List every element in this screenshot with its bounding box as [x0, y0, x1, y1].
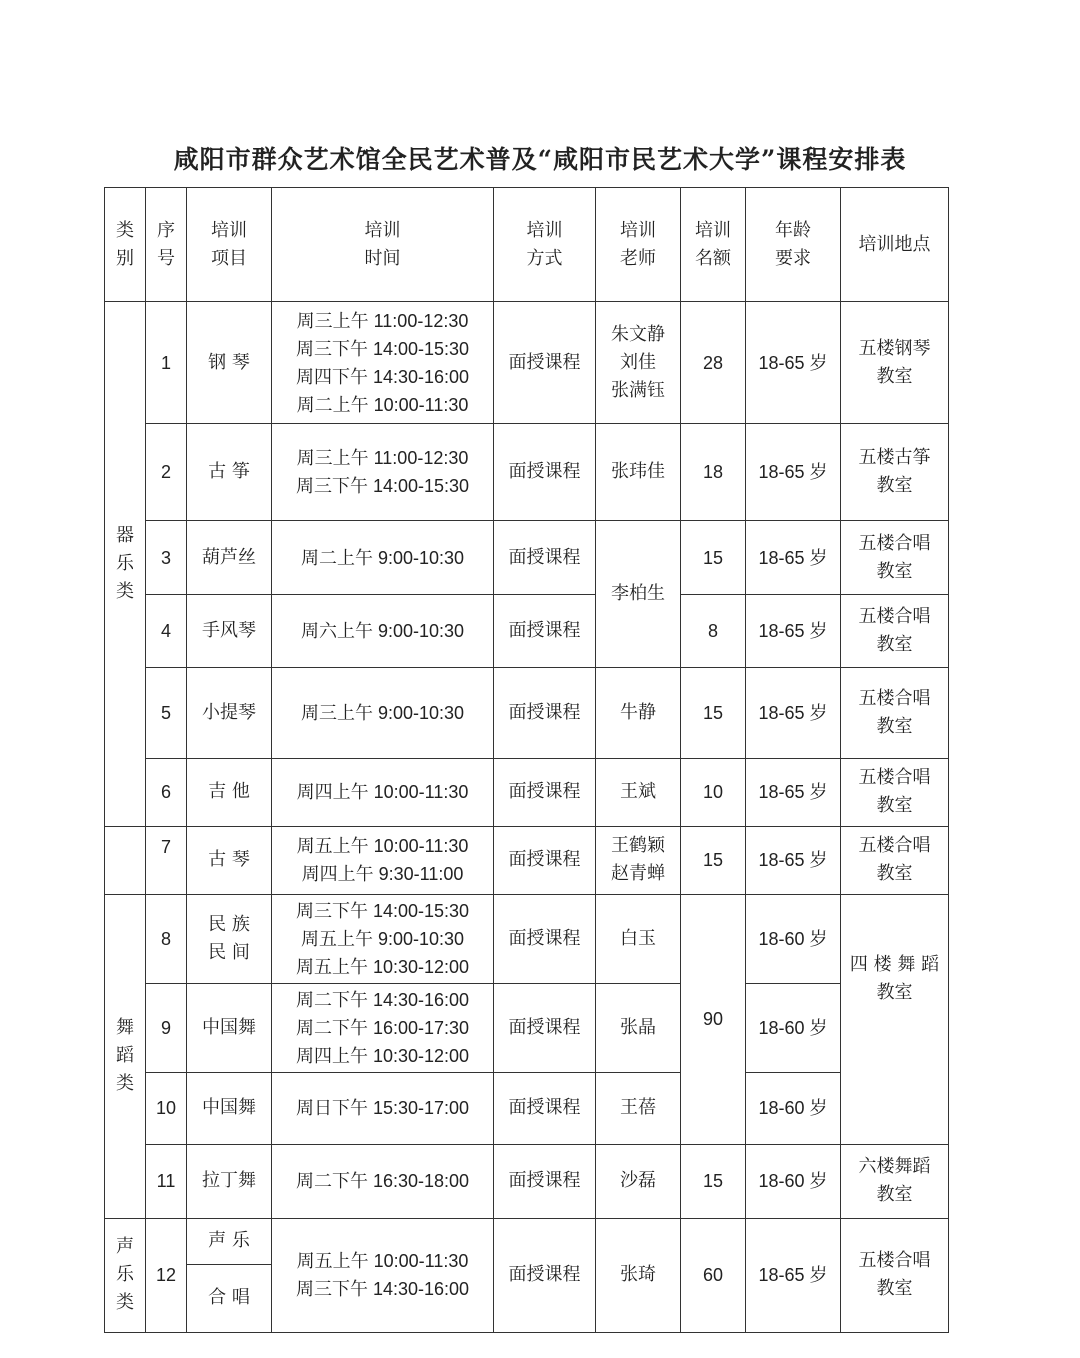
header-age: 年龄 要求 [746, 188, 841, 302]
seq-cell: 4 [146, 595, 187, 668]
time-cell: 周六上午 9:00-10:30 [272, 595, 494, 668]
age-cell: 18-65 岁 [746, 302, 841, 424]
teacher-cell: 白玉 [596, 894, 681, 983]
location-cell: 六楼舞蹈 教室 [841, 1144, 949, 1218]
age-cell: 18-65 岁 [746, 521, 841, 595]
location-cell: 五楼合唱 教室 [841, 668, 949, 759]
table-row [105, 894, 949, 983]
table-row [105, 302, 949, 424]
age-cell: 18-65 岁 [746, 759, 841, 826]
header-seq: 序 号 [146, 188, 187, 302]
teacher-cell: 张玮佳 [596, 424, 681, 521]
header-row [105, 188, 949, 302]
page-title: 咸阳市群众艺术馆全民艺术普及“咸阳市民艺术大学”课程安排表 [173, 145, 907, 174]
time-cell: 周四上午 10:00-11:30 [272, 759, 494, 826]
header-time: 培训 时间 [272, 188, 494, 302]
project-cell: 古 筝 [187, 424, 272, 521]
course-schedule-table [104, 187, 949, 1333]
time-cell: 周五上午 10:00-11:30 周三下午 14:30-16:00 [272, 1218, 494, 1332]
location-cell: 五楼合唱 教室 [841, 1218, 949, 1332]
method-cell: 面授课程 [494, 424, 596, 521]
time-cell: 周二下午 14:30-16:00 周二下午 16:00-17:30 周四上午 10:30-12:00 [272, 983, 494, 1072]
header-method: 培训 方式 [494, 188, 596, 302]
method-cell: 面授课程 [494, 1218, 596, 1332]
quota-cell: 28 [681, 302, 746, 424]
project-cell: 葫芦丝 [187, 521, 272, 595]
quota-cell: 18 [681, 424, 746, 521]
age-cell: 18-65 岁 [746, 1218, 841, 1332]
teacher-cell: 王蓓 [596, 1072, 681, 1144]
header-teacher: 培训 老师 [596, 188, 681, 302]
table-row [105, 1072, 949, 1144]
project-cell: 小提琴 [187, 668, 272, 759]
time-cell: 周三上午 9:00-10:30 [272, 668, 494, 759]
teacher-cell: 王斌 [596, 759, 681, 826]
category-vocal: 声 乐 类 [105, 1218, 146, 1332]
table-row [105, 759, 949, 826]
time-cell: 周二上午 9:00-10:30 [272, 521, 494, 595]
seq-cell: 7 [146, 826, 187, 894]
age-cell: 18-60 岁 [746, 1144, 841, 1218]
method-cell: 面授课程 [494, 302, 596, 424]
seq-cell: 8 [146, 894, 187, 983]
age-cell: 18-65 岁 [746, 595, 841, 668]
location-cell: 五楼合唱 教室 [841, 826, 949, 894]
teacher-cell: 沙磊 [596, 1144, 681, 1218]
table-row [105, 668, 949, 759]
quota-cell: 15 [681, 826, 746, 894]
seq-cell: 11 [146, 1144, 187, 1218]
age-cell: 18-65 岁 [746, 424, 841, 521]
project-cell-chorus: 合 唱 [187, 1264, 272, 1332]
seq-cell: 1 [146, 302, 187, 424]
location-cell: 五楼合唱 教室 [841, 521, 949, 595]
location-cell: 四 楼 舞 蹈 教室 [841, 894, 949, 1144]
age-cell: 18-65 岁 [746, 826, 841, 894]
project-cell: 吉 他 [187, 759, 272, 826]
header-project: 培训 项目 [187, 188, 272, 302]
teacher-cell: 张琦 [596, 1218, 681, 1332]
table-row [105, 826, 949, 894]
project-cell: 钢 琴 [187, 302, 272, 424]
seq-cell: 3 [146, 521, 187, 595]
method-cell: 面授课程 [494, 826, 596, 894]
table-row [105, 424, 949, 521]
table-row [105, 595, 949, 668]
time-cell: 周二下午 16:30-18:00 [272, 1144, 494, 1218]
table-row [105, 521, 949, 595]
time-cell: 周三上午 11:00-12:30 周三下午 14:00-15:30 周四下午 14:30-16:00 周二上午 10:00-11:30 [272, 302, 494, 424]
time-cell: 周三上午 11:00-12:30 周三下午 14:00-15:30 [272, 424, 494, 521]
time-cell: 周日下午 15:30-17:00 [272, 1072, 494, 1144]
teacher-cell: 朱文静 刘佳 张满钰 [596, 302, 681, 424]
quota-cell: 10 [681, 759, 746, 826]
location-cell: 五楼钢琴 教室 [841, 302, 949, 424]
project-cell: 中国舞 [187, 1072, 272, 1144]
location-cell: 五楼合唱 教室 [841, 759, 949, 826]
age-cell: 18-60 岁 [746, 1072, 841, 1144]
seq-cell: 5 [146, 668, 187, 759]
project-cell: 民 族 民 间 [187, 894, 272, 983]
seq-cell: 9 [146, 983, 187, 1072]
age-cell: 18-60 岁 [746, 983, 841, 1072]
project-cell: 古 琴 [187, 826, 272, 894]
method-cell: 面授课程 [494, 759, 596, 826]
age-cell: 18-60 岁 [746, 894, 841, 983]
seq-cell: 2 [146, 424, 187, 521]
method-cell: 面授课程 [494, 521, 596, 595]
table-row [105, 983, 949, 1072]
seq-cell: 12 [146, 1218, 187, 1332]
age-cell: 18-65 岁 [746, 668, 841, 759]
location-cell: 五楼古筝 教室 [841, 424, 949, 521]
method-cell: 面授课程 [494, 894, 596, 983]
time-cell: 周三下午 14:00-15:30 周五上午 9:00-10:30 周五上午 10:30-12:00 [272, 894, 494, 983]
project-cell: 拉丁舞 [187, 1144, 272, 1218]
project-cell: 手风琴 [187, 595, 272, 668]
method-cell: 面授课程 [494, 1072, 596, 1144]
quota-cell: 15 [681, 1144, 746, 1218]
quota-cell: 15 [681, 668, 746, 759]
category-dance: 舞 蹈 类 [105, 894, 146, 1218]
method-cell: 面授课程 [494, 983, 596, 1072]
quota-cell: 8 [681, 595, 746, 668]
project-cell-vocal: 声 乐 [187, 1218, 272, 1264]
table-row [105, 1218, 949, 1264]
teacher-cell: 张晶 [596, 983, 681, 1072]
teacher-cell: 牛静 [596, 668, 681, 759]
category-instrumental: 器 乐 类 [105, 302, 146, 826]
header-quota: 培训 名额 [681, 188, 746, 302]
method-cell: 面授课程 [494, 595, 596, 668]
method-cell: 面授课程 [494, 668, 596, 759]
time-cell: 周五上午 10:00-11:30 周四上午 9:30-11:00 [272, 826, 494, 894]
teacher-cell: 李柏生 [596, 521, 681, 668]
location-cell: 五楼合唱 教室 [841, 595, 949, 668]
seq-cell: 6 [146, 759, 187, 826]
method-cell: 面授课程 [494, 1144, 596, 1218]
header-category: 类 别 [105, 188, 146, 302]
seq-cell: 10 [146, 1072, 187, 1144]
category-empty [105, 826, 146, 894]
header-location: 培训地点 [841, 188, 949, 302]
teacher-cell: 王鹤颖 赵青蝉 [596, 826, 681, 894]
project-cell: 中国舞 [187, 983, 272, 1072]
table-row [105, 1144, 949, 1218]
quota-cell: 15 [681, 521, 746, 595]
quota-cell: 60 [681, 1218, 746, 1332]
quota-cell: 90 [681, 894, 746, 1144]
